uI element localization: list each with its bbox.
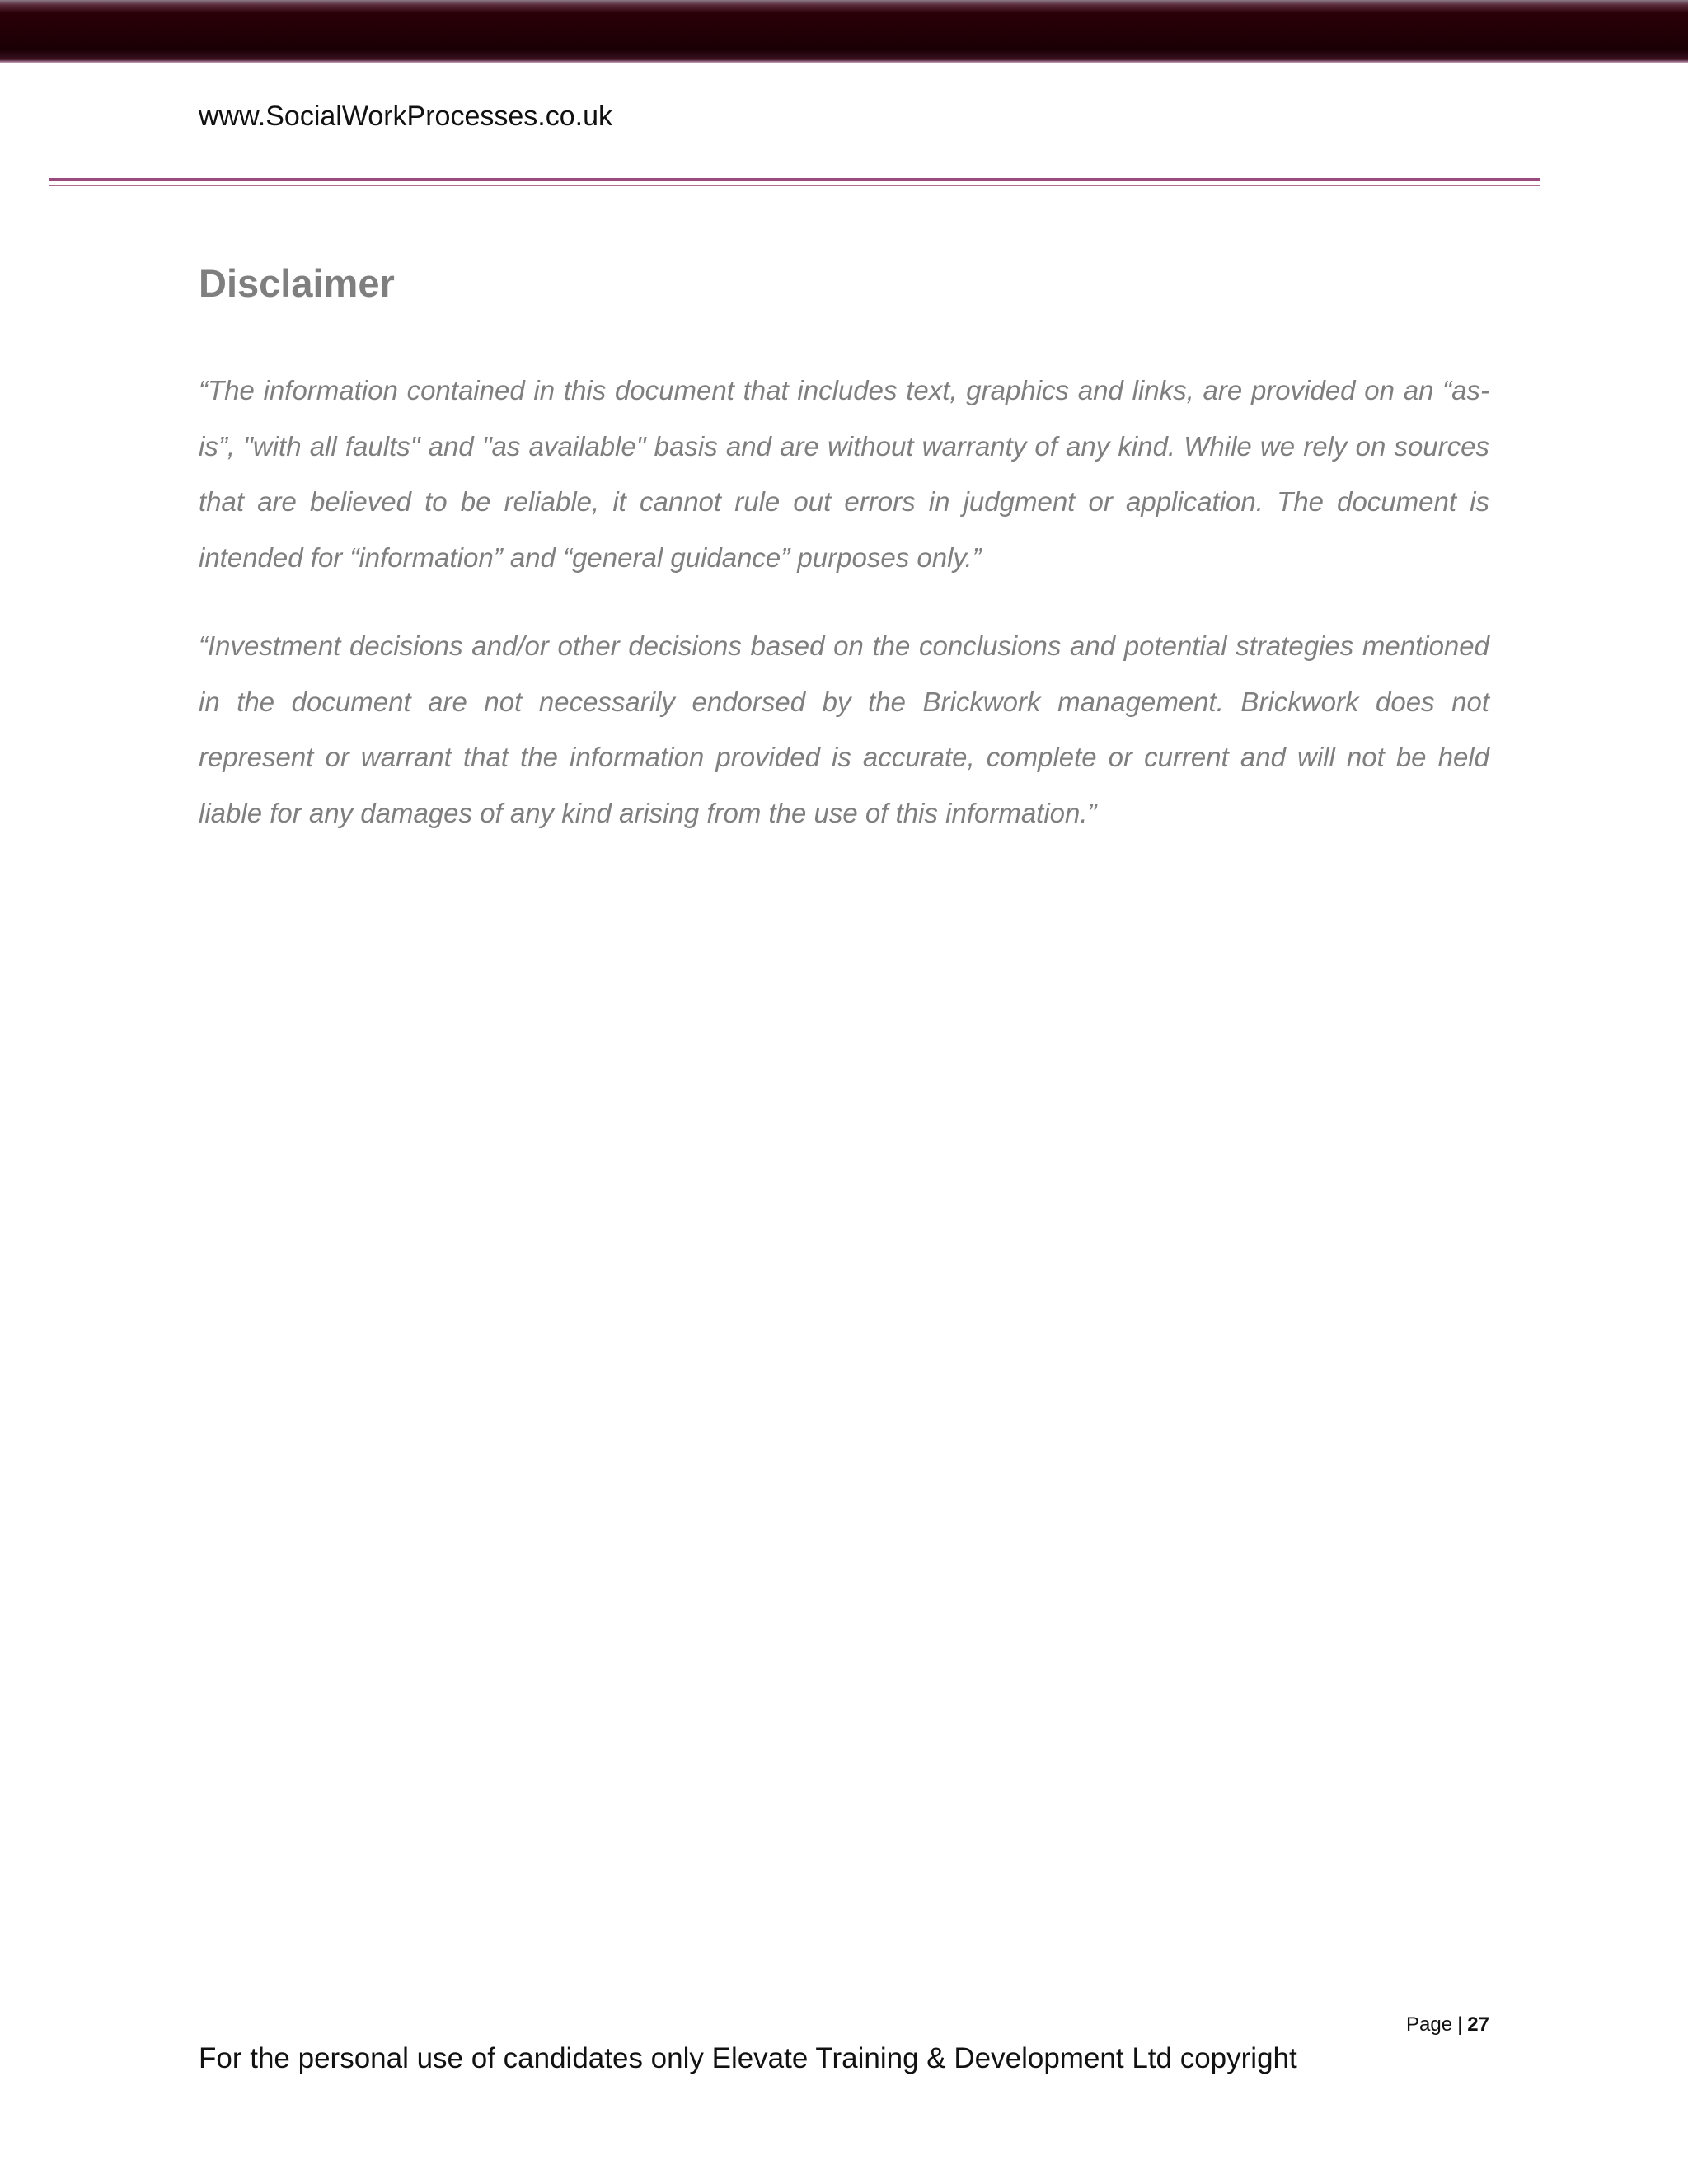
page-title: Disclaimer — [199, 261, 395, 305]
page-number-value: 27 — [1467, 2013, 1489, 2036]
header-divider — [49, 178, 1540, 181]
header-website-url: www.SocialWorkProcesses.co.uk — [199, 101, 612, 132]
header-band — [0, 0, 1688, 63]
footer-copyright: For the personal use of candidates only Elevate Training & Development Ltd copyright — [199, 2042, 1297, 2074]
page-separator: | — [1457, 2013, 1463, 2036]
disclaimer-paragraph-2: “Investment decisions and/or other decisions based on the conclusions and potential strategies mentioned in the document are not necessarily endorsed by the Brickwork management. Brickwork does not represent or warrant that the information provided is accurate, complete or current and will not be held liable for any damages of any kind arising from the use of this information.” — [199, 630, 1489, 828]
page-label: Page — [1406, 2013, 1453, 2036]
disclaimer-paragraph-1: “The information contained in this document that includes text, graphics and links, are provided on an “as-is”, "with all faults" and "as available" basis and are without warranty of any kind. While we rely on sources that are believed to be reliable, it cannot rule out errors in judgment or application. The document is intended for “information” and “general guidance” purposes only.” — [199, 375, 1489, 573]
page-number — [1406, 2013, 1489, 2036]
header-divider-thin — [49, 185, 1540, 186]
